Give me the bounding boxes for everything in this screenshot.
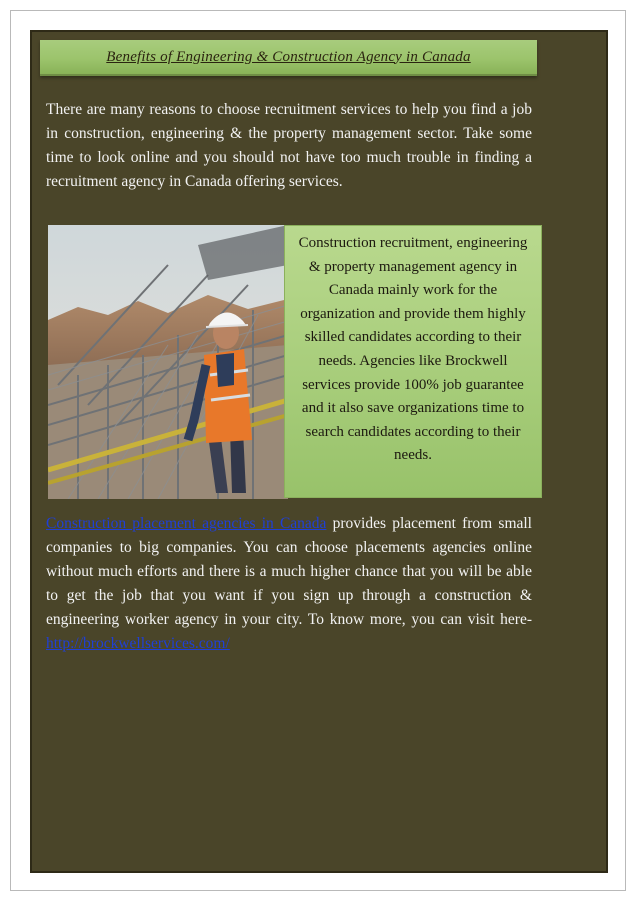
title-banner xyxy=(40,40,537,76)
callout-box xyxy=(284,225,542,498)
callout-text: Construction recruitment, engineering & property management agency in Canada mainly work for the organization and provide them highly skilled candidates according to their needs. Agencies like Brockwell services provide 100% job guarantee and it also save organizations time to search candidates according to their needs. xyxy=(298,235,528,464)
document-title: Benefits of Engineering & Construction Agency in Canada xyxy=(106,48,471,65)
placement-body-text: provides placement from small companies to big companies. You can choose placements agencies online without much efforts and there is a much higher chance that you will be able to get the job that you want if you sign up through a construction & engineering worker agency in your city. To know more, you can visit here- xyxy=(46,515,532,628)
placement-paragraph xyxy=(46,512,532,656)
brockwell-url-link[interactable]: http://brockwellservices.com/ xyxy=(46,635,230,652)
construction-worker-photo xyxy=(48,225,288,499)
placement-agencies-link[interactable]: Construction placement agencies in Canada xyxy=(46,515,327,532)
intro-paragraph: There are many reasons to choose recruitment services to help you find a job in construction, engineering & the property management sector. Take some time to look online and you should not have too much trouble in finding a recruitment agency in Canada offering services. xyxy=(46,101,532,190)
